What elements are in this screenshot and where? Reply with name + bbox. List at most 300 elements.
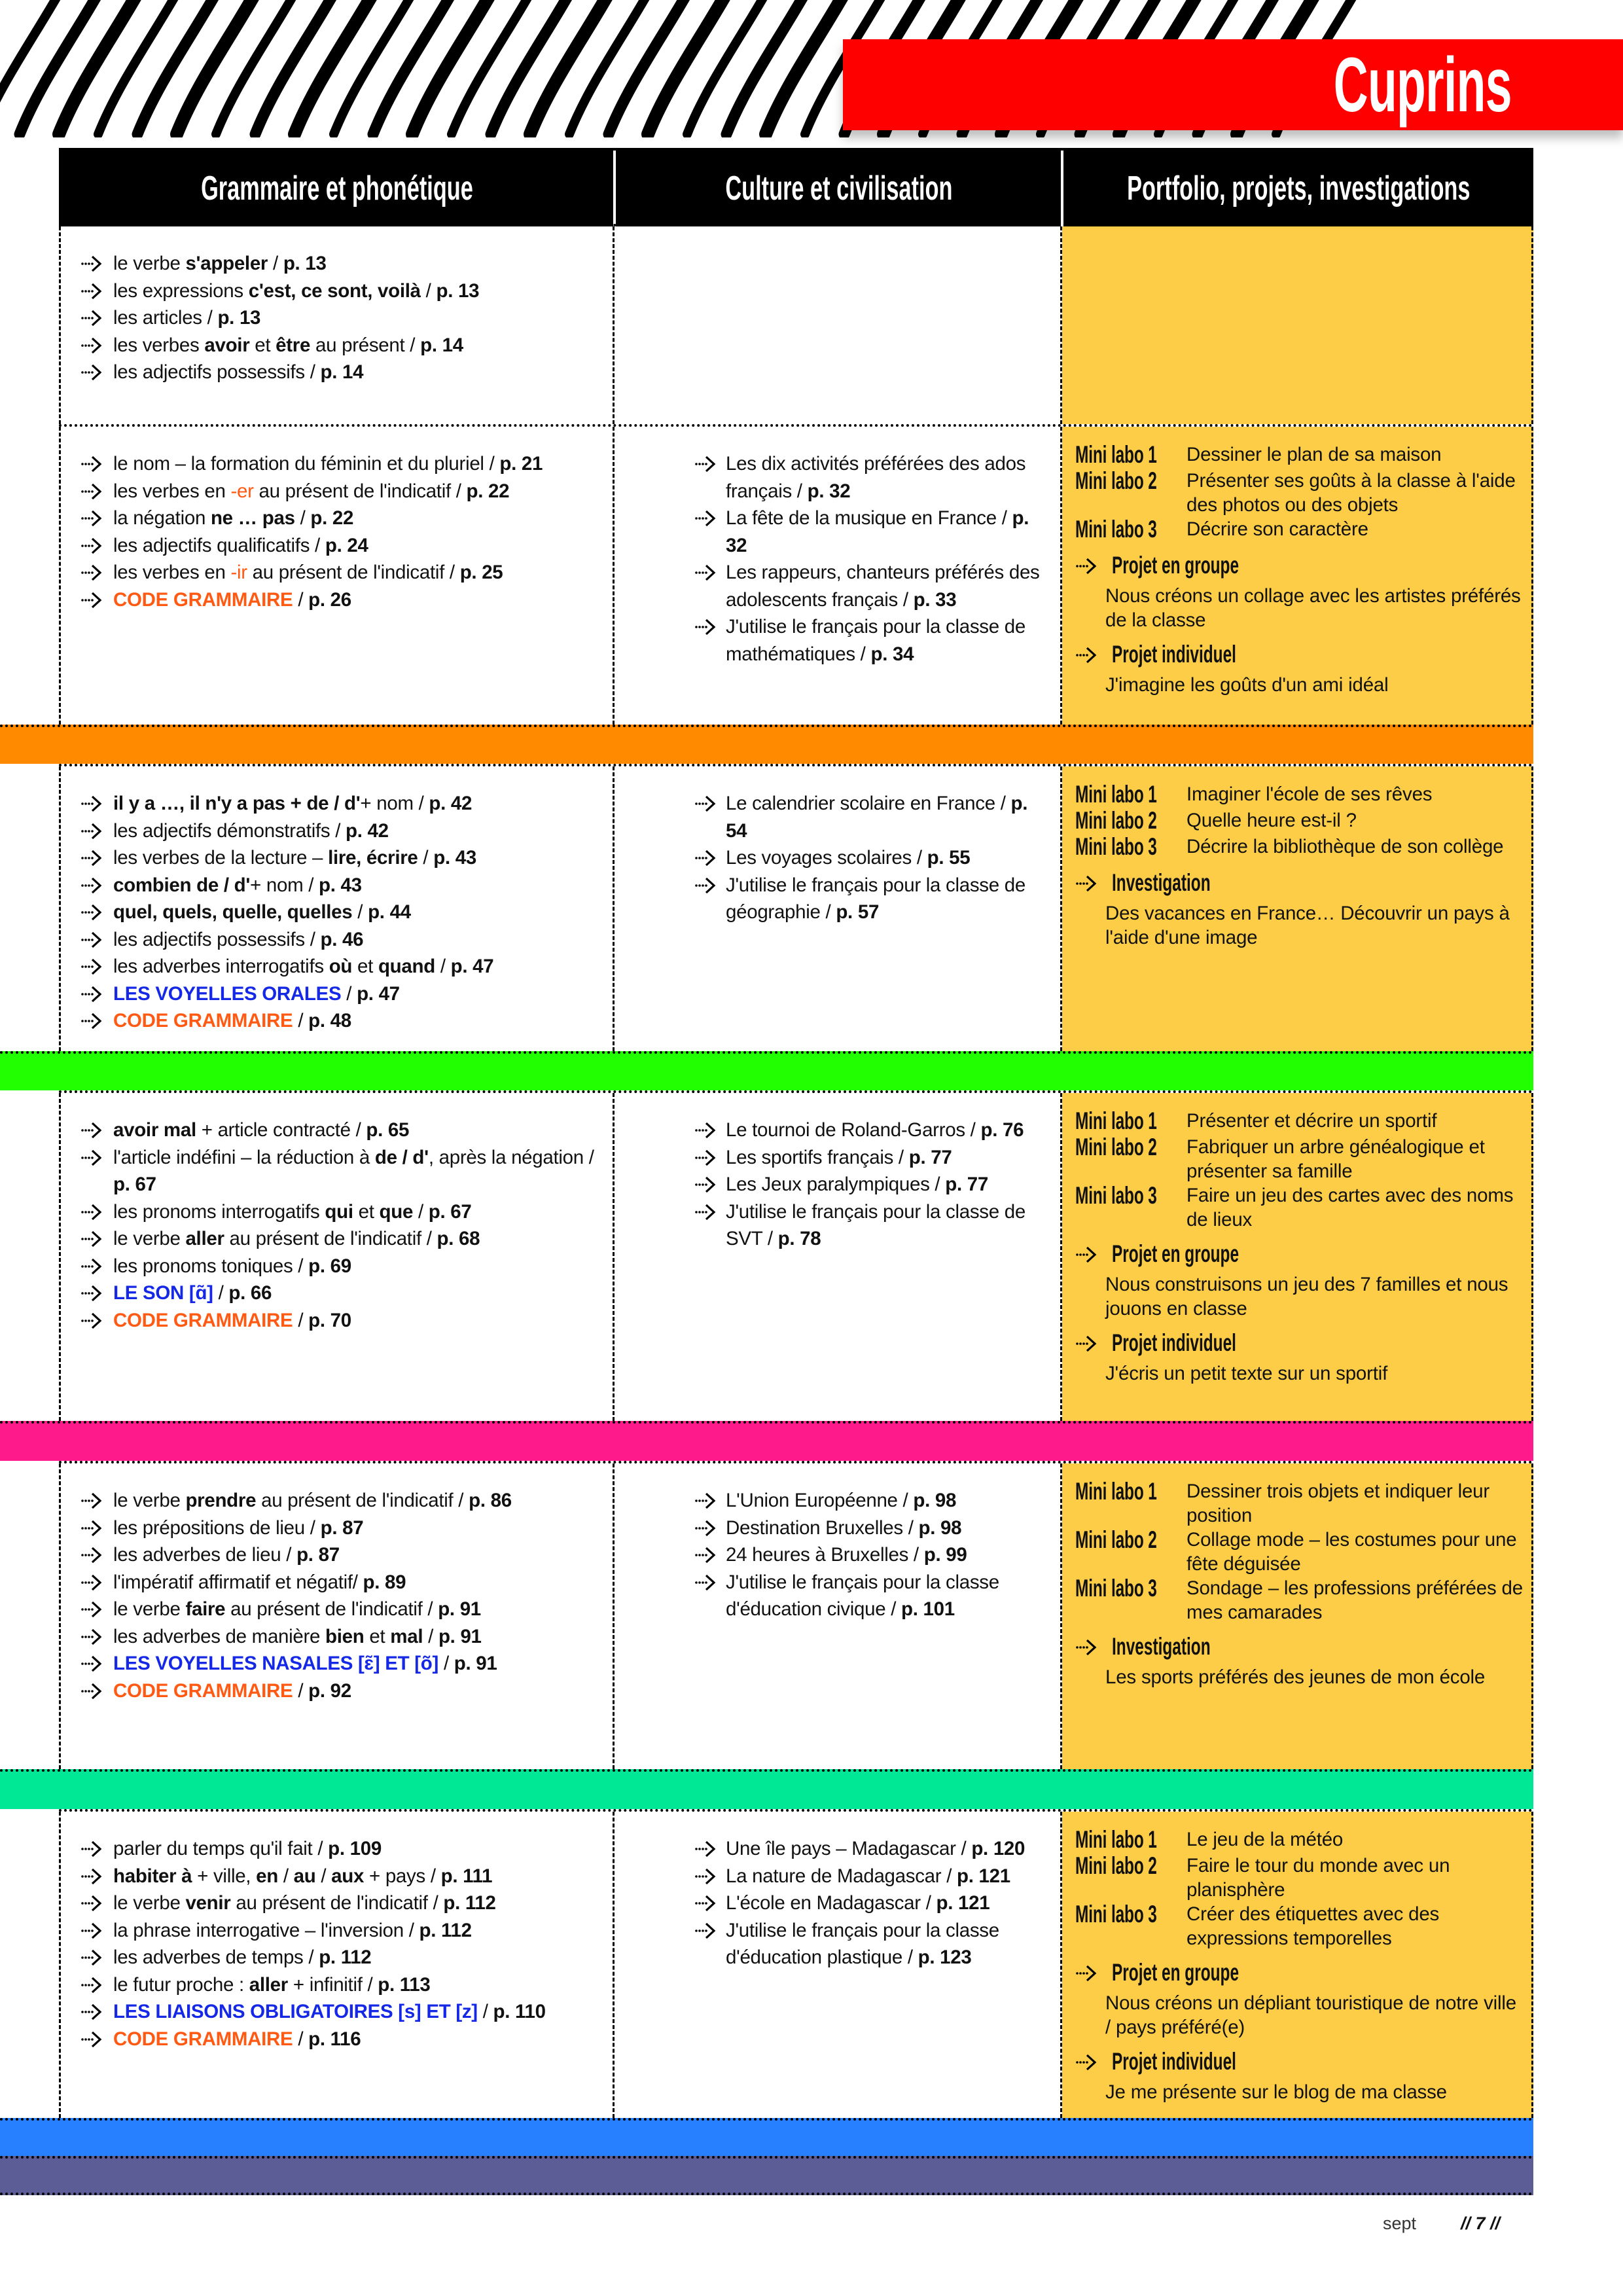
text: + article contracté /	[196, 1119, 366, 1141]
bold-text: p. 112	[319, 1946, 372, 1968]
project-text: Nous construisons un jeu des 7 familles et nous jouons en classe	[1105, 1274, 1508, 1319]
mini-labo	[1075, 1528, 1525, 1576]
topic-list	[726, 790, 1047, 926]
list-item	[113, 1650, 606, 1677]
list-item	[113, 1917, 606, 1945]
phonetics-label: LES VOYELLES ORALES	[113, 982, 342, 1005]
arrow-icon	[80, 1574, 107, 1591]
list-item	[113, 1623, 606, 1651]
bold-text: p. 21	[499, 453, 543, 475]
bold-text: p. 68	[437, 1228, 480, 1249]
bold-text: p. 76	[980, 1119, 1024, 1141]
list-item	[726, 1890, 1047, 1917]
mini-labo	[1075, 808, 1525, 834]
bold-text: p. 121	[957, 1865, 1010, 1887]
unit-separator-band	[0, 1769, 1533, 1809]
arrow-icon	[694, 1520, 721, 1537]
bold-text: p. 25	[459, 562, 503, 583]
text: /	[293, 1309, 309, 1331]
list-item	[113, 953, 606, 980]
bold-text: p. 78	[777, 1228, 821, 1249]
list-item	[726, 559, 1047, 613]
bold-text: p. 91	[438, 1625, 482, 1647]
stripe	[648, 0, 726, 134]
arrow-icon	[80, 255, 107, 272]
bold-text: p. 89	[363, 1571, 406, 1593]
mini-labo-text: Faire un jeu des cartes avec des noms de lieux	[1186, 1185, 1514, 1230]
text: Le tournoi de Roland-Garros /	[726, 1119, 981, 1141]
text: parler du temps qu'il fait /	[113, 1838, 329, 1859]
arrow-icon	[80, 1492, 107, 1509]
arrow-icon	[694, 1574, 721, 1591]
bold-text: p. 42	[429, 793, 473, 814]
list-item	[113, 332, 606, 359]
arrow-icon	[80, 510, 107, 527]
bold-text: qui	[325, 1200, 353, 1223]
text: les adjectifs démonstratifs /	[113, 819, 346, 842]
stripe	[412, 0, 491, 134]
mini-labo	[1075, 517, 1525, 543]
mini-labo-label: Mini labo 1	[1075, 1826, 1157, 1853]
mini-labo	[1075, 1109, 1525, 1135]
list-item	[113, 1198, 606, 1226]
bold-text: p. 70	[308, 1309, 351, 1331]
topic-list	[726, 1117, 1047, 1253]
bold-text: en	[256, 1865, 278, 1887]
bold-text: aller	[249, 1973, 288, 1996]
mini-labo-label: Mini labo 2	[1075, 807, 1157, 834]
arrow-icon	[80, 795, 107, 812]
unit-separator-band	[0, 1421, 1533, 1461]
bold-text: p. 99	[923, 1544, 967, 1566]
stripe	[687, 0, 766, 134]
list-item	[113, 1117, 606, 1144]
mini-labo-text: Dessiner trois objets et indiquer leur position	[1186, 1480, 1489, 1526]
bold-text: il y a …, il n'y a pas + de / d'	[113, 793, 361, 814]
text: les pronoms interrogatifs	[113, 1200, 325, 1223]
project-text: Je me présente sur le blog de ma classe	[1105, 2081, 1447, 2103]
code-grammaire-label: CODE GRAMMAIRE	[113, 1309, 293, 1331]
code-grammaire-label: CODE GRAMMAIRE	[113, 1679, 293, 1702]
bold-text: combien de / d'	[113, 874, 251, 896]
list-item	[113, 359, 606, 386]
arrow-icon	[80, 1204, 107, 1221]
mini-labo-text: Le jeu de la météo	[1186, 1829, 1344, 1850]
text: au présent de l'indicatif /	[256, 1490, 469, 1511]
text: les adverbes interrogatifs	[113, 956, 329, 977]
arrow-icon	[694, 510, 721, 527]
arrow-icon	[694, 1204, 721, 1221]
list-item	[113, 250, 606, 278]
list-item	[113, 559, 606, 586]
arrow-icon	[80, 283, 107, 300]
list-item	[726, 1144, 1047, 1172]
text: /	[341, 982, 357, 1005]
bold-text: de / d'	[374, 1146, 429, 1168]
topic-list	[113, 250, 606, 386]
text: les expressions	[113, 279, 249, 302]
bold-text: p. 46	[320, 928, 364, 950]
text: la négation	[113, 507, 211, 529]
stripe	[294, 0, 373, 134]
arrow-icon	[694, 1840, 721, 1857]
phonetics-label: LES LIAISONS OBLIGATOIRES [s] ET [z]	[113, 2001, 478, 2022]
project-label: Projet en groupe	[1112, 1959, 1240, 1986]
unit-row	[59, 1461, 1533, 1769]
text: les verbes	[113, 334, 205, 356]
bold-text: p. 43	[319, 874, 362, 896]
bold-text: p. 98	[918, 1516, 962, 1539]
bold-text: p. 109	[328, 1838, 382, 1859]
stripe	[569, 0, 648, 134]
text: /	[294, 507, 311, 529]
arrow-icon	[80, 1655, 107, 1672]
arrow-icon	[80, 986, 107, 1003]
page-title: Cuprins	[1333, 42, 1512, 128]
text: Les Jeux paralympiques /	[726, 1174, 946, 1195]
bold-text: p. 47	[450, 956, 494, 977]
header-culture	[616, 151, 1062, 226]
list-item	[113, 1998, 606, 2026]
list-item	[113, 450, 606, 478]
mini-labo	[1075, 1827, 1525, 1854]
list-item	[113, 1971, 606, 1999]
text: -ir	[230, 562, 247, 583]
bold-text: p. 67	[428, 1200, 472, 1223]
culture-cell	[615, 226, 1062, 424]
project-label: Projet en groupe	[1112, 552, 1240, 579]
bold-text: s'appeler	[185, 253, 268, 274]
list-item	[726, 505, 1047, 559]
bold-text: mal	[390, 1625, 423, 1647]
text: les articles /	[113, 307, 218, 329]
text: la phrase interrogative – l'inversion /	[113, 1919, 419, 1941]
stripe	[452, 0, 530, 134]
list-item	[113, 478, 606, 505]
list-item	[726, 613, 1047, 668]
list-item	[113, 1890, 606, 1917]
unit-separator-band	[0, 1051, 1533, 1090]
arrow-icon	[1075, 1246, 1101, 1263]
arrow-icon	[80, 483, 107, 500]
arrow-icon	[80, 850, 107, 867]
arrow-icon	[80, 537, 107, 554]
arrow-icon	[1075, 558, 1101, 575]
bold-text: p. 65	[366, 1119, 410, 1141]
arrow-icon	[1075, 875, 1101, 892]
text: /	[315, 1865, 332, 1887]
arrow-icon	[80, 904, 107, 921]
stripe	[177, 0, 255, 134]
project	[1075, 1241, 1525, 1321]
mini-labo	[1075, 1854, 1525, 1902]
unit-separator-band	[0, 725, 1533, 764]
project-label: Projet individuel	[1112, 641, 1236, 668]
code-grammaire-label: CODE GRAMMAIRE	[113, 588, 293, 611]
arrow-icon	[694, 1868, 721, 1885]
text: les verbes de la lecture –	[113, 847, 329, 869]
text: /	[423, 1625, 438, 1647]
bold-text: p. 121	[936, 1892, 990, 1914]
phonetics-label: LE SON [ɑ̃]	[113, 1282, 213, 1304]
mini-labo	[1075, 1135, 1525, 1183]
bold-text: p. 116	[308, 2028, 361, 2050]
text: les adjectifs possessifs /	[113, 361, 321, 383]
mini-labo-label: Mini labo 1	[1075, 1478, 1157, 1505]
text: et	[364, 1625, 391, 1647]
phonetics-label: LES VOYELLES NASALES [ɛ̃] ET [õ]	[113, 1653, 439, 1674]
arrow-icon	[694, 1895, 721, 1912]
list-item	[113, 817, 606, 845]
portfolio-cell	[1062, 226, 1533, 424]
text: /	[438, 1653, 454, 1674]
bold-text: habiter à	[113, 1865, 192, 1887]
text: le futur proche :	[113, 1973, 249, 1996]
bold-text: p. 98	[913, 1490, 957, 1511]
page-word: sept	[1383, 2214, 1417, 2233]
bold-text: où	[329, 956, 353, 977]
topic-list	[113, 450, 606, 613]
culture-cell	[615, 766, 1062, 1051]
grammar-cell	[59, 766, 615, 1051]
text: -er	[230, 480, 254, 502]
text: + pays /	[364, 1865, 441, 1887]
list-item	[113, 899, 606, 926]
mini-labo-label: Mini labo 2	[1075, 1134, 1157, 1160]
arrow-icon	[80, 1230, 107, 1247]
portfolio-cell	[1062, 427, 1533, 725]
unit-row	[59, 424, 1533, 725]
bold-text: bien	[325, 1625, 365, 1647]
header-label: Culture et civilisation	[725, 170, 953, 207]
project	[1075, 1330, 1525, 1386]
text: les adverbes de manière	[113, 1625, 326, 1647]
list-item	[113, 1307, 606, 1335]
text: 24 heures à Bruxelles /	[726, 1544, 924, 1566]
list-item	[726, 1541, 1047, 1569]
mini-labo-label: Mini labo 2	[1075, 1526, 1157, 1553]
mini-labo-text: Décrire la bibliothèque de son collège	[1186, 836, 1504, 857]
bold-text: p. 110	[493, 2001, 546, 2022]
arrow-icon	[1075, 1335, 1101, 1352]
text: La fête de la musique en France /	[726, 507, 1012, 529]
mini-labo-text: Présenter et décrire un sportif	[1186, 1110, 1437, 1132]
project-text: J'imagine les goûts d'un ami idéal	[1105, 674, 1389, 696]
bold-text: lire, écrire	[328, 847, 418, 869]
bold-text: p. 91	[438, 1598, 481, 1620]
bold-text: p. 55	[927, 847, 971, 869]
text: Destination Bruxelles /	[726, 1516, 919, 1539]
mini-labo-label: Mini labo 3	[1075, 1575, 1157, 1602]
mini-labo-text: Fabriquer un arbre généalogique et présenter sa famille	[1186, 1136, 1485, 1182]
topic-list	[726, 1835, 1047, 1971]
bold-text: ne … pas	[210, 507, 295, 529]
list-item	[113, 586, 606, 614]
list-item	[113, 980, 606, 1008]
topic-list	[113, 1117, 606, 1334]
bold-text: p. 101	[901, 1598, 955, 1620]
text: Les dix activités préférées des ados français /	[726, 453, 1026, 502]
topic-list	[113, 790, 606, 1035]
mini-labo-label: Mini labo 3	[1075, 516, 1157, 543]
arrow-icon	[80, 456, 107, 473]
mini-labo-text: Présenter ses goûts à la classe à l'aide des photos ou des objets	[1186, 470, 1516, 516]
text: les adjectifs possessifs /	[113, 928, 321, 950]
text: /	[435, 956, 451, 977]
project	[1075, 552, 1525, 632]
project-text: J'écris un petit texte sur un sportif	[1105, 1363, 1388, 1384]
list-item	[726, 1863, 1047, 1890]
list-item	[726, 450, 1047, 505]
bold-text: p. 86	[469, 1490, 512, 1511]
list-item	[726, 844, 1047, 872]
list-item	[113, 1487, 606, 1515]
text: le verbe	[113, 253, 186, 274]
bold-text: faire	[185, 1598, 226, 1620]
mini-labo-label: Mini labo 3	[1075, 1182, 1157, 1209]
topic-list	[726, 450, 1047, 668]
code-grammaire-label: CODE GRAMMAIRE	[113, 1010, 293, 1031]
bold-text: c'est, ce sont, voilà	[248, 279, 421, 302]
arrow-icon	[80, 1520, 107, 1537]
text: le verbe	[113, 1490, 186, 1511]
bold-text: p. 44	[368, 901, 411, 923]
text: les adverbes de lieu /	[113, 1544, 297, 1566]
bold-text: p. 87	[320, 1516, 364, 1539]
culture-cell	[615, 1093, 1062, 1421]
bold-text: p. 67	[113, 1174, 156, 1195]
mini-labo	[1075, 782, 1525, 808]
bold-text: p. 57	[836, 901, 880, 923]
mini-labo-text: Décrire son caractère	[1186, 518, 1368, 540]
mini-labo-text: Quelle heure est-il ?	[1186, 810, 1357, 831]
text: L'Union Européenne /	[726, 1490, 914, 1511]
arrow-icon	[80, 1628, 107, 1645]
arrow-icon	[80, 1868, 107, 1885]
bold-text: avoir	[204, 334, 250, 356]
mini-labo-text: Sondage – les professions préférées de mes camarades	[1186, 1577, 1523, 1623]
arrow-icon	[80, 364, 107, 381]
bold-text: au	[293, 1865, 316, 1887]
mini-labo-label: Mini labo 2	[1075, 467, 1157, 494]
text: J'utilise le français pour la classe d'éducation plastique /	[726, 1919, 999, 1968]
bold-text: p. 22	[466, 480, 510, 502]
text: au présent de l'indicatif /	[224, 1228, 437, 1249]
text: Les rappeurs, chanteurs préférés des adolescents français /	[726, 562, 1040, 611]
arrow-icon	[80, 1312, 107, 1329]
table-header	[59, 148, 1533, 226]
arrow-icon	[80, 958, 107, 975]
arrow-icon	[80, 2031, 107, 2048]
arrow-icon	[694, 850, 721, 867]
text: /	[213, 1282, 229, 1304]
mini-labo	[1075, 1576, 1525, 1624]
text: Les sportifs français /	[726, 1146, 909, 1168]
header-grammar	[59, 151, 615, 226]
project-label: Investigation	[1112, 869, 1211, 896]
bold-text: p. 123	[918, 1946, 972, 1968]
mini-labo-label: Mini labo 3	[1075, 1901, 1157, 1928]
text: /	[293, 1010, 309, 1031]
bold-text: que	[379, 1200, 414, 1223]
text: /	[477, 2001, 493, 2022]
mini-labo	[1075, 442, 1525, 469]
list-item	[113, 844, 606, 872]
bold-text: p. 32	[807, 480, 851, 502]
text: les verbes en	[113, 562, 231, 583]
mini-labo-label: Mini labo 1	[1075, 781, 1157, 808]
list-item	[726, 1917, 1047, 1971]
arrow-icon	[1075, 1965, 1101, 1982]
page-number: // 7 //	[1461, 2214, 1501, 2233]
text: le verbe	[113, 1892, 186, 1914]
list-item	[726, 1515, 1047, 1542]
list-item	[726, 1835, 1047, 1863]
unit-row	[59, 1090, 1533, 1421]
bold-text: p. 91	[454, 1653, 497, 1674]
arrow-icon	[694, 619, 721, 636]
text: au présent de l'indicatif /	[230, 1892, 444, 1914]
project-text: Des vacances en France… Découvrir un pays à l'aide d'une image	[1105, 903, 1510, 948]
project-text: Nous créons un collage avec les artistes préférés de la classe	[1105, 585, 1521, 631]
text: /	[413, 1200, 429, 1223]
arrow-icon	[80, 1895, 107, 1912]
text: J'utilise le français pour la classe de mathématiques /	[726, 616, 1026, 665]
text: /	[293, 1679, 309, 1702]
text: le nom – la formation du féminin et du pluriel /	[113, 453, 500, 475]
text: et	[352, 956, 378, 977]
bold-text: p. 13	[436, 279, 480, 302]
text: au présent de l'indicatif /	[247, 562, 460, 583]
arrow-icon	[80, 564, 107, 581]
list-item	[113, 505, 606, 532]
mini-labo-text: Faire le tour du monde avec un planisphère	[1186, 1855, 1450, 1901]
project-label: Projet en groupe	[1112, 1240, 1240, 1267]
portfolio-cell	[1062, 1093, 1533, 1421]
bold-text: aller	[185, 1228, 224, 1249]
bold-text: p. 48	[308, 1010, 351, 1031]
list-item	[726, 872, 1047, 926]
arrow-icon	[80, 1258, 107, 1275]
stripe	[216, 0, 294, 134]
list-item	[113, 1225, 606, 1253]
grammar-cell	[59, 1463, 615, 1769]
text: les adverbes de temps /	[113, 1946, 319, 1968]
mini-labo-text: Créer des étiquettes avec des expressions temporelles	[1186, 1903, 1440, 1949]
grammar-cell	[59, 1093, 615, 1421]
bold-text: p. 111	[440, 1865, 493, 1887]
arrow-icon	[80, 310, 107, 327]
bold-text: p. 54	[726, 793, 1028, 842]
text: + nom /	[360, 793, 429, 814]
mini-labo	[1075, 1479, 1525, 1528]
bold-text: p. 66	[228, 1282, 272, 1304]
bold-text: p. 112	[419, 1919, 472, 1941]
bold-text: p. 43	[433, 847, 476, 869]
text: L'école en Madagascar /	[726, 1892, 936, 1914]
grammar-cell	[59, 427, 615, 725]
bold-text: quel, quels, quelle, quelles	[113, 901, 353, 923]
text: les prépositions de lieu /	[113, 1516, 321, 1539]
list-item	[113, 790, 606, 817]
project-label: Investigation	[1112, 1633, 1211, 1660]
title-banner	[843, 39, 1623, 130]
list-item	[113, 532, 606, 560]
list-item	[113, 1253, 606, 1280]
arrow-icon	[80, 1683, 107, 1700]
list-item	[726, 1569, 1047, 1623]
text: l'impératif affirmatif et négatif/	[113, 1571, 363, 1593]
